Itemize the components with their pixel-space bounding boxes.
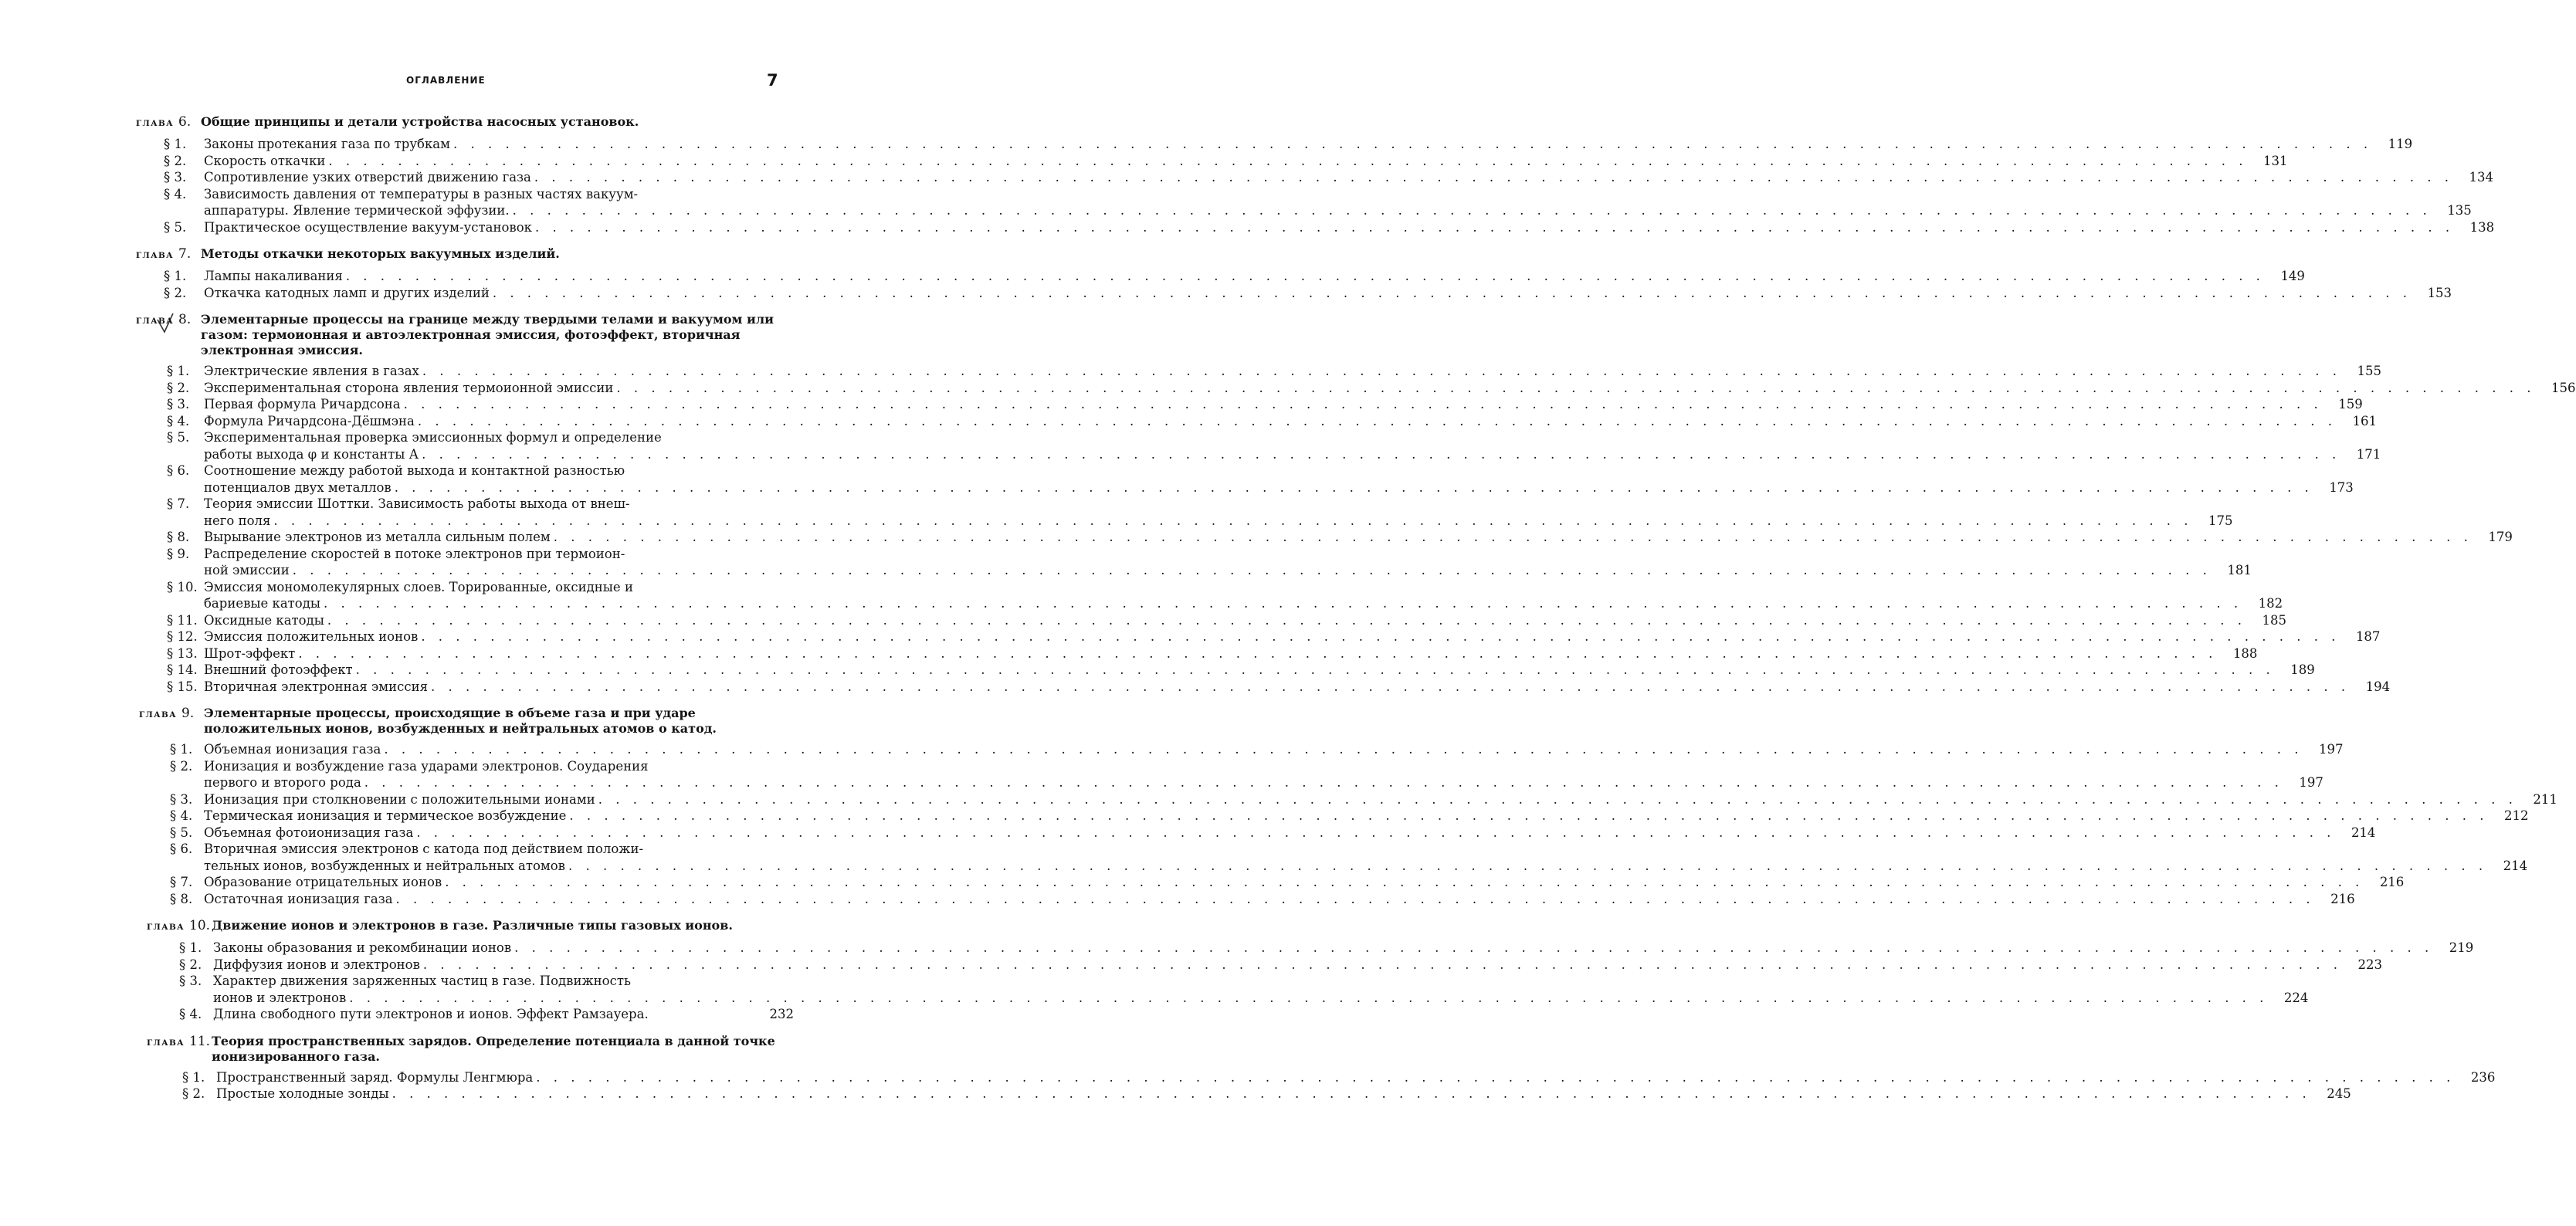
section-title	[204, 462, 2313, 496]
section-title	[204, 496, 2193, 529]
section-page-number: 156	[2551, 380, 2576, 395]
chapter-label-text: ГЛАВА	[147, 1038, 185, 1048]
section-title-line: Законы образования и рекомбинации ионов	[213, 940, 512, 955]
toc-entry	[136, 186, 2472, 219]
toc-chapter	[136, 706, 2557, 907]
toc-entry	[136, 413, 2378, 430]
section-number: § 13.	[167, 645, 198, 661]
section-title-line: работы выхода φ и константы А	[204, 446, 419, 462]
dot-leader	[328, 153, 2247, 170]
section-page-number: 119	[2388, 137, 2413, 151]
dot-leader	[349, 990, 2268, 1007]
toc-entry	[136, 741, 2344, 758]
section-title	[204, 612, 2246, 629]
section-title-line: Первая формула Ричардсона	[204, 397, 401, 411]
dot-leader	[422, 446, 2340, 463]
section-title	[204, 546, 2212, 579]
toc-entry	[136, 1085, 2351, 1102]
section-title	[204, 808, 2488, 825]
toc-entry	[136, 579, 2283, 612]
section-number: § 1.	[164, 137, 187, 151]
section-page-number: 224	[2283, 990, 2309, 1005]
section-title-line: Диффузия ионов и электронов	[213, 957, 420, 972]
section-title	[213, 957, 2342, 974]
dot-leader	[293, 562, 2212, 579]
section-number: § 1.	[182, 1069, 205, 1085]
section-title-line: потенциалов двух металлов	[204, 479, 391, 495]
chapter-heading	[139, 706, 794, 737]
section-title	[216, 1069, 2455, 1086]
section-title-line: ной эмиссии	[204, 563, 290, 577]
toc-entry	[136, 891, 2355, 908]
dot-leader	[493, 285, 2412, 302]
dot-leader	[416, 825, 2335, 842]
section-title-line: Вторичная электронная эмиссия	[204, 679, 429, 694]
section-page-number: 185	[2262, 612, 2287, 628]
toc-entry	[136, 363, 2381, 380]
toc-entry	[136, 808, 2529, 825]
toc-entry	[136, 546, 2252, 579]
toc-entry	[136, 136, 2413, 153]
toc-entry	[136, 169, 2494, 186]
dot-leader	[404, 396, 2323, 413]
section-title	[204, 169, 2453, 186]
section-title-line: Соотношение между работой выхода и контактной разностью	[204, 463, 625, 478]
section-number: § 6.	[170, 842, 193, 856]
section-number: § 4.	[170, 808, 193, 823]
chapter-number: 7.	[178, 246, 192, 262]
section-number: § 8.	[167, 530, 190, 544]
toc-entry	[136, 529, 2513, 546]
section-number: § 7.	[167, 496, 190, 511]
chapter-heading	[147, 1034, 794, 1065]
section-title	[204, 841, 2487, 874]
section-title-line: Образование отрицательных ионов	[204, 875, 442, 889]
section-title-line: Термическая ионизация и термическое возбуждение	[204, 808, 567, 823]
section-title-line: Эмиссия мономолекулярных слоев. Торированные, оксидные и	[204, 579, 633, 594]
section-page-number: 194	[2365, 679, 2391, 694]
section-page-number: 236	[2470, 1069, 2496, 1085]
chapter-label	[139, 706, 204, 723]
section-title-line: Эмиссия положительных ионов	[204, 629, 419, 644]
section-title-line: него поля	[204, 513, 271, 528]
section-title-line: Длина свободного пути электронов и ионов. Эффект Рамзауера.	[213, 1007, 649, 1021]
section-title	[204, 153, 2248, 170]
section-page-number: 161	[2352, 413, 2378, 428]
dot-leader	[298, 645, 2217, 662]
toc-entry	[136, 841, 2528, 874]
section-title	[204, 186, 2432, 219]
section-number: § 2.	[170, 758, 193, 774]
section-number: § 3.	[170, 791, 193, 807]
chapter-label-text: ГЛАВА	[136, 119, 175, 128]
section-title	[204, 429, 2340, 462]
section-page-number: 153	[2427, 285, 2452, 300]
dot-leader	[534, 169, 2453, 186]
toc-chapter	[136, 918, 2474, 1023]
toc-entry	[136, 645, 2258, 662]
section-number: § 3.	[164, 170, 187, 185]
section-title-line: Зависимость давления от температуры в разных частях вакуум-	[204, 186, 639, 202]
section-number: § 15.	[167, 679, 198, 694]
section-page-number: 149	[2280, 269, 2305, 283]
section-title-line: Пространственный заряд. Формулы Ленгмюра	[216, 1069, 534, 1085]
dot-leader	[396, 891, 2315, 908]
section-title	[204, 579, 2242, 612]
dot-leader	[616, 380, 2535, 397]
chapter-title: Элементарные процессы, происходящие в объеме газа и при ударе положительных ионов, возбужденных и нейтральных атомов о катод.	[204, 706, 717, 736]
section-title-line: Электрические явления в газах	[204, 364, 419, 378]
page-number: 7	[767, 71, 778, 90]
section-title	[204, 136, 2372, 153]
section-page-number: 134	[2469, 170, 2494, 185]
toc-entry	[136, 791, 2557, 808]
section-title	[204, 285, 2412, 302]
section-title-line: Характер движения заряженных частиц в газе. Подвижность	[213, 974, 631, 988]
chapter-number: 6.	[178, 114, 192, 130]
section-title-line: Простые холодные зонды	[216, 1086, 389, 1101]
section-title-line: Остаточная ионизация газа	[204, 891, 393, 906]
section-number: § 1.	[167, 364, 190, 378]
dot-leader	[535, 219, 2454, 236]
toc-entry	[136, 268, 2305, 285]
section-page-number: 197	[2319, 742, 2344, 757]
chapter-title: Методы откачки некоторых вакуумных изделий.	[201, 246, 560, 261]
chapter-label-text: ГЛАВА	[139, 710, 178, 720]
dot-leader	[536, 1069, 2455, 1086]
section-title-line: ионов и электронов	[213, 990, 347, 1005]
dot-leader	[422, 363, 2341, 380]
section-title-line: Шрот-эффект	[204, 645, 296, 661]
section-title-line: Объемная ионизация газа	[204, 742, 381, 757]
section-page-number: 173	[2329, 479, 2354, 495]
section-number: § 5.	[167, 430, 190, 445]
section-number: § 10.	[167, 579, 198, 594]
section-number: § 1.	[179, 940, 202, 955]
dot-leader	[273, 513, 2192, 530]
chapter-heading	[136, 246, 794, 263]
section-title-line: Скорость откачки	[204, 153, 326, 168]
chapter-label-text: ГЛАВА	[136, 317, 175, 326]
dot-leader	[453, 136, 2372, 153]
section-title	[204, 741, 2303, 758]
toc-chapter	[136, 114, 2495, 235]
chapter-heading	[136, 312, 794, 358]
section-number: § 11.	[167, 612, 198, 628]
section-title-line: Откачка катодных ламп и других изделий	[204, 285, 490, 300]
chapter-label	[136, 246, 201, 263]
section-title	[204, 679, 2350, 696]
dot-leader	[346, 268, 2265, 285]
chapter-title: Теория пространственных зарядов. Определение потенциала в данной точке ионизированного газа.	[212, 1033, 775, 1064]
chapter-number: 9.	[181, 706, 195, 721]
section-title-line: Экспериментальная сторона явления термоионной эмиссии	[204, 380, 614, 395]
section-title	[204, 825, 2335, 842]
chapter-number: 11.	[189, 1033, 211, 1049]
section-title	[204, 413, 2337, 430]
dot-leader	[327, 612, 2246, 629]
chapter-title: Движение ионов и электронов в газе. Различные типы газовых ионов.	[212, 918, 733, 933]
section-number: § 5.	[170, 825, 193, 840]
dot-leader	[364, 774, 2283, 791]
section-title	[204, 396, 2323, 413]
toc-entry	[136, 153, 2288, 170]
chapter-label-text: ГЛАВА	[147, 923, 185, 932]
section-number: § 4.	[179, 1007, 202, 1021]
section-title	[216, 1085, 2311, 1102]
section-title	[213, 973, 2268, 1006]
section-number: § 14.	[167, 662, 198, 677]
section-number: § 9.	[167, 546, 190, 561]
section-number: § 3.	[179, 974, 202, 988]
section-title-line: Законы протекания газа по трубкам	[204, 137, 450, 151]
section-number: § 6.	[167, 463, 190, 478]
section-title-line: Вторичная эмиссия электронов с катода под действием положи-	[204, 842, 644, 856]
dot-leader	[356, 662, 2275, 679]
section-number: § 7.	[170, 875, 193, 889]
section-title	[213, 1006, 754, 1023]
section-title-line: Внешний фотоэффект	[204, 662, 353, 677]
dot-leader	[421, 628, 2340, 645]
section-page-number: 182	[2258, 596, 2283, 611]
section-title-line: Экспериментальная проверка эмиссионных формул и определение	[204, 430, 662, 445]
dot-leader	[568, 858, 2487, 875]
section-number: § 2.	[167, 380, 190, 395]
toc-entry	[136, 496, 2233, 529]
section-page-number: 214	[2503, 858, 2528, 873]
section-title-line: Сопротивление узких отверстий движению газа	[204, 170, 531, 185]
section-number: § 2.	[182, 1086, 205, 1101]
toc-entry	[136, 462, 2354, 496]
toc-entry	[136, 940, 2474, 957]
section-page-number: 187	[2355, 629, 2381, 644]
toc-chapter	[136, 1033, 2496, 1102]
toc-entry	[136, 1006, 794, 1023]
section-page-number: 216	[2330, 891, 2355, 906]
dot-leader	[554, 529, 2473, 546]
dot-leader	[514, 940, 2433, 957]
section-title	[204, 791, 2517, 808]
chapter-label	[136, 114, 201, 131]
toc-entry	[136, 679, 2391, 696]
dot-leader	[423, 957, 2342, 974]
section-title-line: Теория эмиссии Шоттки. Зависимость работы выхода от внеш-	[204, 496, 630, 511]
toc-chapter	[136, 312, 2576, 695]
toc-entry	[136, 285, 2452, 302]
section-title	[204, 645, 2217, 662]
section-page-number: 131	[2263, 153, 2288, 168]
section-page-number: 138	[2469, 219, 2495, 235]
dot-leader	[445, 874, 2364, 891]
section-page-number: 188	[2232, 645, 2258, 661]
section-page-number: 197	[2299, 775, 2323, 790]
toc-entry	[136, 429, 2381, 462]
section-page-number: 171	[2356, 446, 2381, 462]
toc-entry	[136, 219, 2495, 236]
section-title-line: аппаратуры. Явление термической эффузии.	[204, 203, 510, 218]
chapter-title: Элементарные процессы на границе между твердыми телами и вакуумом или газом: термоионная и автоэлектронная эмиссия, фотоэффект, вторичная электронная эмиссия.	[201, 312, 774, 357]
section-number: § 8.	[170, 891, 193, 906]
toc-entry	[136, 957, 2383, 974]
section-page-number: 159	[2338, 397, 2363, 411]
section-page-number: 189	[2290, 662, 2315, 677]
toc-entry	[136, 612, 2287, 629]
toc-entry	[136, 380, 2576, 397]
section-title-line: Ионизация при столкновении с положительными ионами	[204, 791, 595, 807]
section-title-line: Практическое осуществление вакуум-установок	[204, 219, 532, 235]
section-title	[204, 628, 2340, 645]
chapter-heading	[136, 114, 794, 131]
section-number: § 2.	[164, 153, 187, 168]
page-header	[0, 71, 898, 94]
section-page-number: 212	[2503, 808, 2529, 823]
dot-leader	[598, 791, 2517, 808]
toc-entry	[136, 874, 2405, 891]
section-number: § 1.	[164, 269, 187, 283]
section-title	[204, 363, 2341, 380]
section-title	[204, 380, 2536, 397]
running-title: ОГЛАВЛЕНИЕ	[406, 75, 486, 86]
toc-entry	[136, 396, 2363, 413]
section-title-line: бариевые катоды	[204, 596, 321, 611]
chapter-label	[147, 918, 212, 935]
section-page-number: 179	[2488, 530, 2513, 544]
section-title-line: тельных ионов, возбужденных и нейтральных атомов	[204, 858, 565, 873]
section-title	[204, 891, 2315, 908]
toc-entry	[136, 758, 2323, 791]
section-title-line: Оксидные катоды	[204, 612, 324, 628]
section-number: § 4.	[167, 413, 190, 428]
section-page-number: 211	[2533, 791, 2557, 807]
section-title-line: Формула Ричардсона-Дёшмэна	[204, 413, 415, 428]
section-title-line: Распределение скоростей в потоке электронов при термоион-	[204, 546, 625, 561]
dot-leader	[392, 1085, 2311, 1102]
chapter-label	[136, 312, 201, 329]
section-title	[204, 268, 2265, 285]
section-number: § 4.	[164, 186, 187, 202]
section-page-number: 135	[2447, 203, 2472, 218]
chapter-number: 8.	[178, 312, 192, 327]
section-title-line: первого и второго рода	[204, 775, 361, 790]
section-title	[204, 662, 2275, 679]
chapter-label	[147, 1034, 212, 1051]
section-page-number: 214	[2351, 825, 2376, 840]
section-page-number: 216	[2379, 875, 2405, 889]
toc-entry	[136, 825, 2376, 842]
toc-entry	[136, 973, 2309, 1006]
section-number: § 2.	[179, 957, 202, 972]
section-title	[213, 940, 2433, 957]
section-page-number: 181	[2227, 563, 2252, 577]
chapter-label-text: ГЛАВА	[136, 251, 175, 260]
dot-leader	[418, 413, 2337, 430]
dot-leader	[569, 808, 2488, 825]
section-title-line: Лампы накаливания	[204, 269, 343, 283]
section-number: § 3.	[167, 397, 190, 411]
dot-leader	[431, 679, 2350, 696]
chapter-title: Общие принципы и детали устройства насосных установок.	[201, 114, 639, 129]
toc-chapter	[136, 246, 2452, 301]
section-title	[204, 529, 2473, 546]
section-page-number: 175	[2208, 513, 2233, 528]
dot-leader	[513, 202, 2432, 219]
section-title-line: Вырывание электронов из металла сильным полем	[204, 530, 551, 544]
section-title-line: Объемная фотоионизация газа	[204, 825, 414, 840]
dot-leader	[324, 595, 2242, 612]
section-number: § 2.	[164, 285, 187, 300]
section-title	[204, 874, 2364, 891]
chapter-heading	[147, 918, 794, 935]
section-title-line: Ионизация и возбуждение газа ударами электронов. Соударения	[204, 758, 649, 774]
section-number: § 5.	[164, 219, 187, 235]
section-page-number: 245	[2327, 1086, 2351, 1101]
toc-entry	[136, 662, 2315, 679]
dot-leader	[395, 479, 2313, 496]
section-page-number: 219	[2449, 940, 2474, 955]
table-of-contents	[136, 114, 2576, 1113]
section-title	[204, 758, 2283, 791]
section-number: § 1.	[170, 742, 193, 757]
section-title	[204, 219, 2454, 236]
dot-leader	[384, 741, 2303, 758]
section-page-number: 232	[769, 1007, 794, 1021]
chapter-number: 10.	[189, 918, 211, 933]
section-page-number: 155	[2357, 364, 2381, 378]
toc-entry	[136, 628, 2381, 645]
toc-entry	[136, 1069, 2496, 1086]
section-page-number: 223	[2357, 957, 2383, 972]
section-number: § 12.	[167, 629, 198, 644]
